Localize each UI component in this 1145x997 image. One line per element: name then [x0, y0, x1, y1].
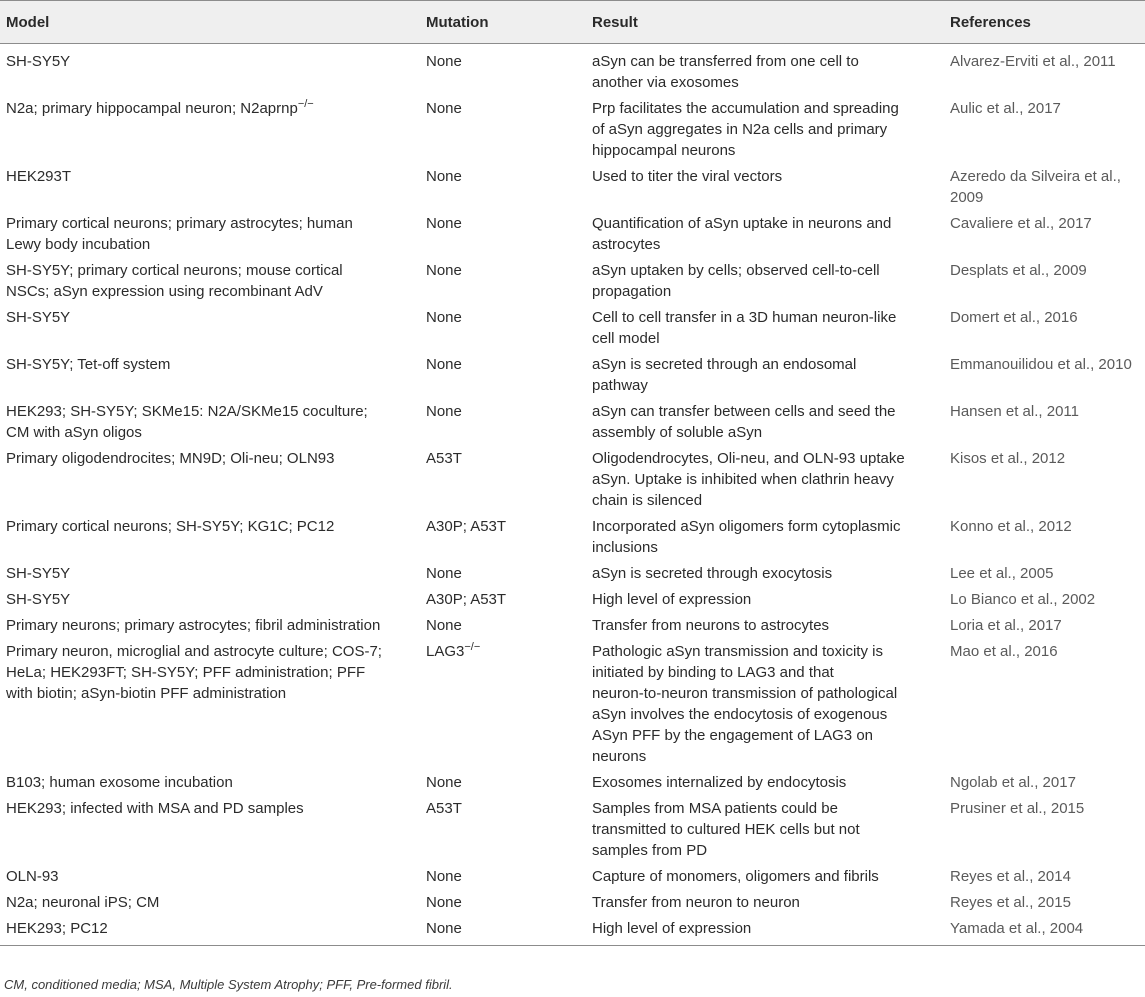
cell-reference-line: Mao et al., 2016 [950, 643, 1058, 660]
table-row [0, 918, 1145, 944]
cell-result [592, 892, 950, 918]
cell-mutation [426, 615, 592, 641]
cell-result [592, 798, 950, 866]
cell-reference-line: Domert et al., 2016 [950, 309, 1078, 326]
cell-model-line: Primary neurons; primary astrocytes; fibril administration [6, 617, 381, 634]
cell-mutation [426, 213, 592, 260]
cell-reference-line: Loria et al., 2017 [950, 617, 1062, 634]
cell-model-line: HEK293T [6, 168, 72, 185]
cell-model [0, 918, 426, 944]
cell-reference-line: Emmanouilidou et al., 2010 [950, 356, 1132, 373]
cell-reference [950, 448, 1145, 516]
cell-reference-line: 2009 [950, 189, 984, 206]
cell-model-line: Primary cortical neurons; primary astrocytes; human [6, 215, 353, 232]
cell-reference-line: Cavaliere et al., 2017 [950, 215, 1092, 232]
table-row [0, 563, 1145, 589]
cell-result [592, 918, 950, 944]
cell-mutation [426, 166, 592, 213]
cell-mutation [426, 354, 592, 401]
cell-reference-line: Yamada et al., 2004 [950, 920, 1084, 937]
cell-mutation [426, 260, 592, 307]
cell-model-line: HeLa; HEK293FT; SH-SY5Y; PFF administration; PFF [6, 664, 366, 681]
cell-result-line: inclusions [592, 539, 658, 556]
table-footnote: CM, conditioned media; MSA, Multiple System Atrophy; PFF, Pre-formed fibril. [4, 977, 453, 992]
cell-result [592, 307, 950, 354]
cell-result [592, 166, 950, 213]
table-row [0, 892, 1145, 918]
cell-result-line: Exosomes internalized by endocytosis [592, 774, 847, 791]
cell-mutation [426, 772, 592, 798]
cell-mutation-superscript: −/− [464, 641, 481, 653]
table-row [0, 866, 1145, 892]
cell-reference [950, 516, 1145, 563]
cell-reference [950, 401, 1145, 448]
table-row [0, 641, 1145, 772]
cell-model-line: HEK293; infected with MSA and PD samples [6, 800, 304, 817]
cell-model-line: SH-SY5Y [6, 53, 71, 70]
cell-result-line: propagation [592, 283, 672, 300]
header-result: Result [592, 14, 638, 31]
cell-model [0, 354, 426, 401]
cell-reference-line: Desplats et al., 2009 [950, 262, 1087, 279]
cell-model-superscript: −/− [297, 98, 314, 110]
cell-result-line: aSyn can transfer between cells and seed the [592, 403, 896, 420]
cell-model-line: SH-SY5Y [6, 565, 71, 582]
cell-result-line: Transfer from neuron to neuron [592, 894, 800, 911]
table-row [0, 589, 1145, 615]
table-row [0, 615, 1145, 641]
cell-reference [950, 589, 1145, 615]
table-bottom-rule [0, 945, 1145, 946]
cell-result-line: samples from PD [592, 842, 708, 859]
cell-model-line: NSCs; aSyn expression using recombinant AdV [6, 283, 323, 300]
cell-mutation-line: None [426, 356, 462, 373]
cell-reference-line: Lo Bianco et al., 2002 [950, 591, 1096, 608]
cell-model [0, 892, 426, 918]
cell-mutation-line: None [426, 565, 462, 582]
cell-result-line: Cell to cell transfer in a 3D human neuron-like [592, 309, 897, 326]
cell-mutation [426, 98, 592, 166]
cell-model-line: OLN-93 [6, 868, 59, 885]
cell-reference [950, 918, 1145, 944]
cell-mutation [426, 51, 592, 98]
cell-result-line: aSyn. Uptake is inhibited when clathrin heavy [592, 471, 894, 488]
table-header [0, 0, 1145, 44]
cell-result [592, 354, 950, 401]
cell-mutation [426, 866, 592, 892]
cell-reference [950, 166, 1145, 213]
cell-model-line: SH-SY5Y [6, 309, 71, 326]
cell-reference [950, 98, 1145, 166]
cell-model-line: SH-SY5Y; primary cortical neurons; mouse cortical [6, 262, 343, 279]
cell-model [0, 615, 426, 641]
cell-mutation-line: None [426, 920, 462, 937]
table-row [0, 798, 1145, 866]
header-model: Model [6, 14, 50, 31]
cell-result-line: Quantification of aSyn uptake in neurons and [592, 215, 892, 232]
cell-reference-line: Konno et al., 2012 [950, 518, 1072, 535]
cell-result-line: High level of expression [592, 591, 752, 608]
cell-reference [950, 892, 1145, 918]
cell-mutation [426, 798, 592, 866]
table-row [0, 260, 1145, 307]
header-references: References [950, 14, 1031, 31]
cell-reference-line: Reyes et al., 2014 [950, 868, 1071, 885]
cell-result [592, 589, 950, 615]
cell-mutation-line: None [426, 168, 462, 185]
cell-result [592, 401, 950, 448]
cell-result-line: chain is silenced [592, 492, 703, 509]
cell-model [0, 401, 426, 448]
cell-model [0, 166, 426, 213]
cell-mutation [426, 516, 592, 563]
cell-model [0, 98, 426, 166]
cell-result [592, 772, 950, 798]
cell-result [592, 563, 950, 589]
cell-result-line: neurons [592, 748, 647, 765]
cell-mutation [426, 918, 592, 944]
cell-mutation [426, 589, 592, 615]
cell-model-line: B103; human exosome incubation [6, 774, 233, 791]
cell-reference-line: Hansen et al., 2011 [950, 403, 1079, 420]
cell-result-line: Pathologic aSyn transmission and toxicity is [592, 643, 883, 660]
cell-result-line: cell model [592, 330, 660, 347]
cell-result [592, 516, 950, 563]
cell-result-line: of aSyn aggregates in N2a cells and primary [592, 121, 888, 138]
data-table [0, 51, 1145, 944]
cell-result-line: aSyn involves the endocytosis of exogenous [592, 706, 888, 723]
cell-result-line: astrocytes [592, 236, 661, 253]
cell-model-line: Primary cortical neurons; SH-SY5Y; KG1C; PC12 [6, 518, 335, 535]
cell-model [0, 589, 426, 615]
cell-mutation-line: None [426, 403, 462, 420]
cell-result [592, 51, 950, 98]
cell-model [0, 448, 426, 516]
cell-reference [950, 51, 1145, 98]
table-row [0, 516, 1145, 563]
cell-mutation [426, 641, 592, 772]
cell-result-line: Transfer from neurons to astrocytes [592, 617, 830, 634]
cell-reference-line: Aulic et al., 2017 [950, 100, 1061, 117]
cell-mutation-line: None [426, 215, 462, 232]
table-body [0, 51, 1145, 944]
cell-result-line: neuron-to-neuron transmission of pathological [592, 685, 898, 702]
cell-result-line: aSyn uptaken by cells; observed cell-to-cell [592, 262, 880, 279]
cell-mutation [426, 448, 592, 516]
cell-mutation [426, 892, 592, 918]
cell-result-line: initiated by binding to LAG3 and that [592, 664, 834, 681]
cell-result-line: aSyn is secreted through an endosomal [592, 356, 857, 373]
cell-reference-line: Kisos et al., 2012 [950, 450, 1066, 467]
cell-reference [950, 563, 1145, 589]
cell-mutation-line: None [426, 309, 462, 326]
cell-result [592, 448, 950, 516]
cell-reference-line: Azeredo da Silveira et al., [950, 168, 1121, 185]
header-mutation: Mutation [426, 14, 489, 31]
table-row [0, 772, 1145, 798]
cell-model [0, 516, 426, 563]
cell-reference [950, 213, 1145, 260]
cell-model [0, 563, 426, 589]
cell-mutation-line: None [426, 53, 462, 70]
cell-model [0, 772, 426, 798]
cell-model [0, 798, 426, 866]
cell-model [0, 213, 426, 260]
cell-result-line: Used to titer the viral vectors [592, 168, 783, 185]
cell-model-line: SH-SY5Y [6, 591, 71, 608]
cell-model [0, 866, 426, 892]
cell-reference [950, 260, 1145, 307]
cell-result-line: Samples from MSA patients could be [592, 800, 838, 817]
cell-model-line: N2a; neuronal iPS; CM [6, 894, 160, 911]
cell-reference [950, 354, 1145, 401]
cell-model-line: N2a; primary hippocampal neuron; N2aprnp [6, 100, 298, 117]
cell-mutation-line: None [426, 774, 462, 791]
table-row [0, 166, 1145, 213]
cell-result-line: Prp facilitates the accumulation and spreading [592, 100, 899, 117]
cell-mutation-line: A53T [426, 800, 462, 817]
table-row [0, 448, 1145, 516]
table-row [0, 51, 1145, 98]
cell-result-line: Incorporated aSyn oligomers form cytoplasmic [592, 518, 901, 535]
cell-result [592, 213, 950, 260]
cell-model-line: Primary oligodendrocites; MN9D; Oli-neu; OLN93 [6, 450, 335, 467]
cell-reference [950, 798, 1145, 866]
cell-mutation-line: None [426, 617, 462, 634]
cell-mutation-line: None [426, 100, 462, 117]
cell-mutation-line: A30P; A53T [426, 591, 507, 608]
cell-result [592, 98, 950, 166]
cell-result [592, 866, 950, 892]
cell-model-line: Lewy body incubation [6, 236, 151, 253]
table-row [0, 307, 1145, 354]
cell-reference [950, 772, 1145, 798]
cell-model [0, 641, 426, 772]
cell-mutation [426, 401, 592, 448]
cell-mutation-line: LAG3 [426, 643, 465, 660]
cell-result-line: ASyn PFF by the engagement of LAG3 on [592, 727, 874, 744]
cell-model-line: HEK293; SH-SY5Y; SKMe15: N2A/SKMe15 coculture; [6, 403, 368, 420]
cell-reference-line: Reyes et al., 2015 [950, 894, 1071, 911]
cell-model [0, 51, 426, 98]
cell-mutation [426, 307, 592, 354]
cell-result [592, 260, 950, 307]
cell-mutation-line: None [426, 894, 462, 911]
cell-reference-line: Lee et al., 2005 [950, 565, 1054, 582]
cell-result-line: hippocampal neurons [592, 142, 736, 159]
cell-mutation-line: None [426, 262, 462, 279]
table-row [0, 401, 1145, 448]
cell-mutation [426, 563, 592, 589]
cell-reference [950, 307, 1145, 354]
cell-model [0, 307, 426, 354]
table-row [0, 354, 1145, 401]
cell-reference-line: Ngolab et al., 2017 [950, 774, 1076, 791]
cell-model-line: HEK293; PC12 [6, 920, 108, 937]
cell-mutation-line: A53T [426, 450, 462, 467]
cell-reference [950, 866, 1145, 892]
cell-model-line: SH-SY5Y; Tet-off system [6, 356, 171, 373]
cell-mutation-line: None [426, 868, 462, 885]
cell-model-line: Primary neuron, microglial and astrocyte culture; COS-7; [6, 643, 382, 660]
cell-result-line: pathway [592, 377, 648, 394]
cell-reference [950, 615, 1145, 641]
cell-result-line: Oligodendrocytes, Oli-neu, and OLN-93 uptake [592, 450, 905, 467]
cell-result-line: aSyn can be transferred from one cell to [592, 53, 859, 70]
cell-result-line: High level of expression [592, 920, 752, 937]
cell-result-line: another via exosomes [592, 74, 739, 91]
cell-result-line: aSyn is secreted through exocytosis [592, 565, 833, 582]
cell-model-line: with biotin; aSyn-biotin PFF administration [6, 685, 287, 702]
cell-result-line: transmitted to cultured HEK cells but not [592, 821, 860, 838]
cell-result-line: assembly of soluble aSyn [592, 424, 763, 441]
cell-result [592, 615, 950, 641]
cell-mutation-line: A30P; A53T [426, 518, 507, 535]
cell-result-line: Capture of monomers, oligomers and fibrils [592, 868, 879, 885]
cell-reference [950, 641, 1145, 772]
cell-reference-line: Alvarez-Erviti et al., 2011 [950, 53, 1116, 70]
cell-model [0, 260, 426, 307]
cell-model-line: CM with aSyn oligos [6, 424, 142, 441]
cell-reference-line: Prusiner et al., 2015 [950, 800, 1085, 817]
table-row [0, 213, 1145, 260]
table-row [0, 98, 1145, 166]
cell-result [592, 641, 950, 772]
